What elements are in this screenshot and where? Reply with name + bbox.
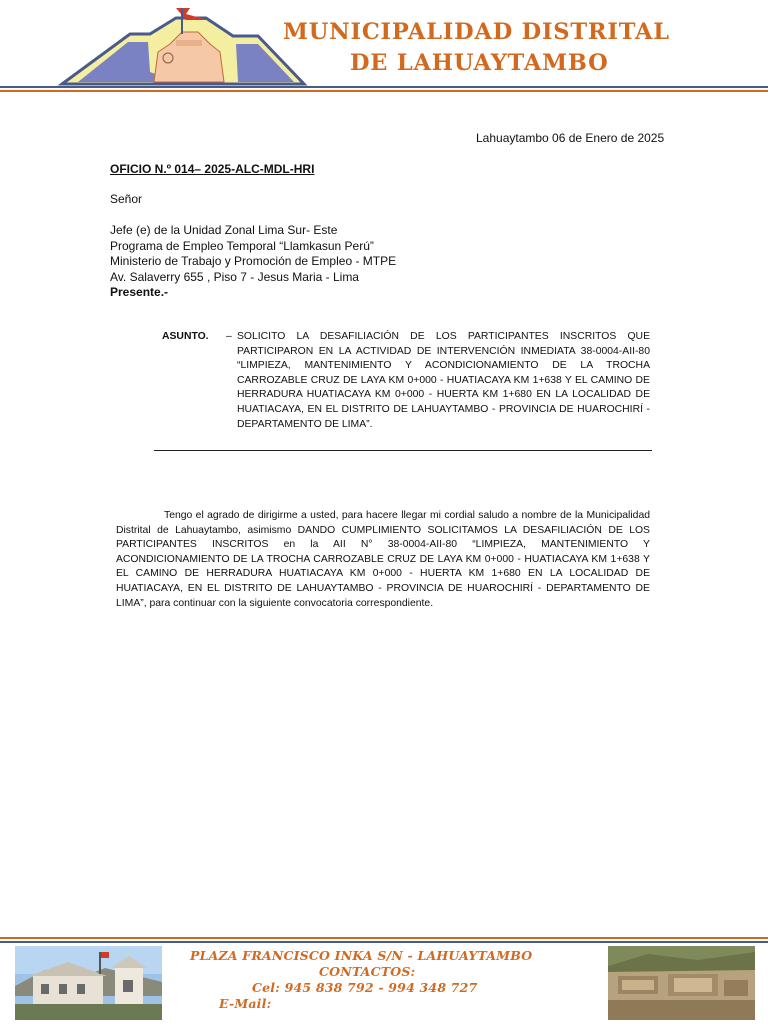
footer-rule-orange [0,937,768,939]
footer-contacts-label: CONTACTOS: [319,964,416,979]
asunto-dash: – [226,331,232,342]
municipality-title-line2: DE LAHUAYTAMBO [350,50,609,76]
letter-date: Lahuaytambo 06 de Enero de 2025 [476,131,665,145]
footer-rule-blue [0,941,768,943]
addressee-line: Jefe (e) de la Unidad Zonal Lima Sur- Este [110,223,338,237]
asunto-divider [154,450,652,451]
municipality-title-line1: MUNICIPALIDAD DISTRITAL [283,19,670,45]
body-paragraph: Tengo el agrado de dirigirme a usted, para hacere llegar mi cordial saludo a nombre de la Municipalidad Distrital de Lahuaytambo, asimismo DANDO CUMPLIMIENTO SOLICITAMOS LA DESAFILIACIÓN DE LOS PARTICIPANTES INSCRITOS en la AII N° 38-0004-AII-80 “LIMPIEZA, MANTENIMIENTO Y ACONDICIONAMIENTO DE LA TROCHA CARROZABLE CRUZ DE LAYA KM 0+000 - HUATIACAYA KM 1+638 Y EL CAMINO DE HERRADURA HUATIACAYA KM 0+000 - HUERTA KM 1+680 EN LA LOCALIDAD DE HUATIACAYA, EN EL DISTRITO DE LAHUAYTAMBO - PROVINCIA DE HUAROCHIRÍ - DEPARTAMENTO DE LIMA”, para continuar con la siguiente convocatoria correspondiente. [116,510,650,609]
footer-address: PLAZA FRANCISCO INKA S/N - LAHUAYTAMBO [190,948,533,963]
footer-phones: Cel: 945 838 792 - 994 348 727 [252,980,478,995]
municipal-crest-icon [58,4,308,88]
archaeological-site-photo [608,946,755,1020]
addressee-line: Programa de Empleo Temporal “Llamkasun Perú” [110,239,374,253]
addressee-line: Ministerio de Trabajo y Promoción de Empleo - MTPE [110,254,397,268]
addressee-line: Av. Salaverry 655 , Piso 7 - Jesus Maria - Lima [110,270,359,284]
footer-email-label: E-Mail: [219,996,272,1011]
municipal-building-photo [15,946,162,1020]
header-rule-blue [0,86,768,88]
oficio-number: OFICIO N.º 014– 2025-ALC-MDL-HRI [110,162,315,176]
asunto-label: ASUNTO. [162,331,209,342]
asunto-text: SOLICITO LA DESAFILIACIÓN DE LOS PARTICIPANTES INSCRITOS QUE PARTICIPARON EN LA ACTIVIDAD DE INTERVENCIÓN INMEDIATA 38-0004-AII-80 “LIMPIEZA, MANTENIMIENTO Y ACONDICIONAMIENTO DE LA TROCHA CARROZABLE CRUZ DE LAYA KM 0+000 - HUATIACAYA KM 1+638 Y EL CAMINO DE HERRADURA HUATIACAYA KM 0+000 - HUERTA KM 1+680 EN LA LOCALIDAD DE HUATIACAYA, EN EL DISTRITO DE LAHUAYTAMBO - PROVINCIA DE HUAROCHIRÍ - DEPARTAMENTO DE LIMA”. [237,331,650,430]
salutation: Señor [110,192,143,206]
presente-label: Presente.- [110,285,169,299]
header-rule-orange [0,90,768,92]
